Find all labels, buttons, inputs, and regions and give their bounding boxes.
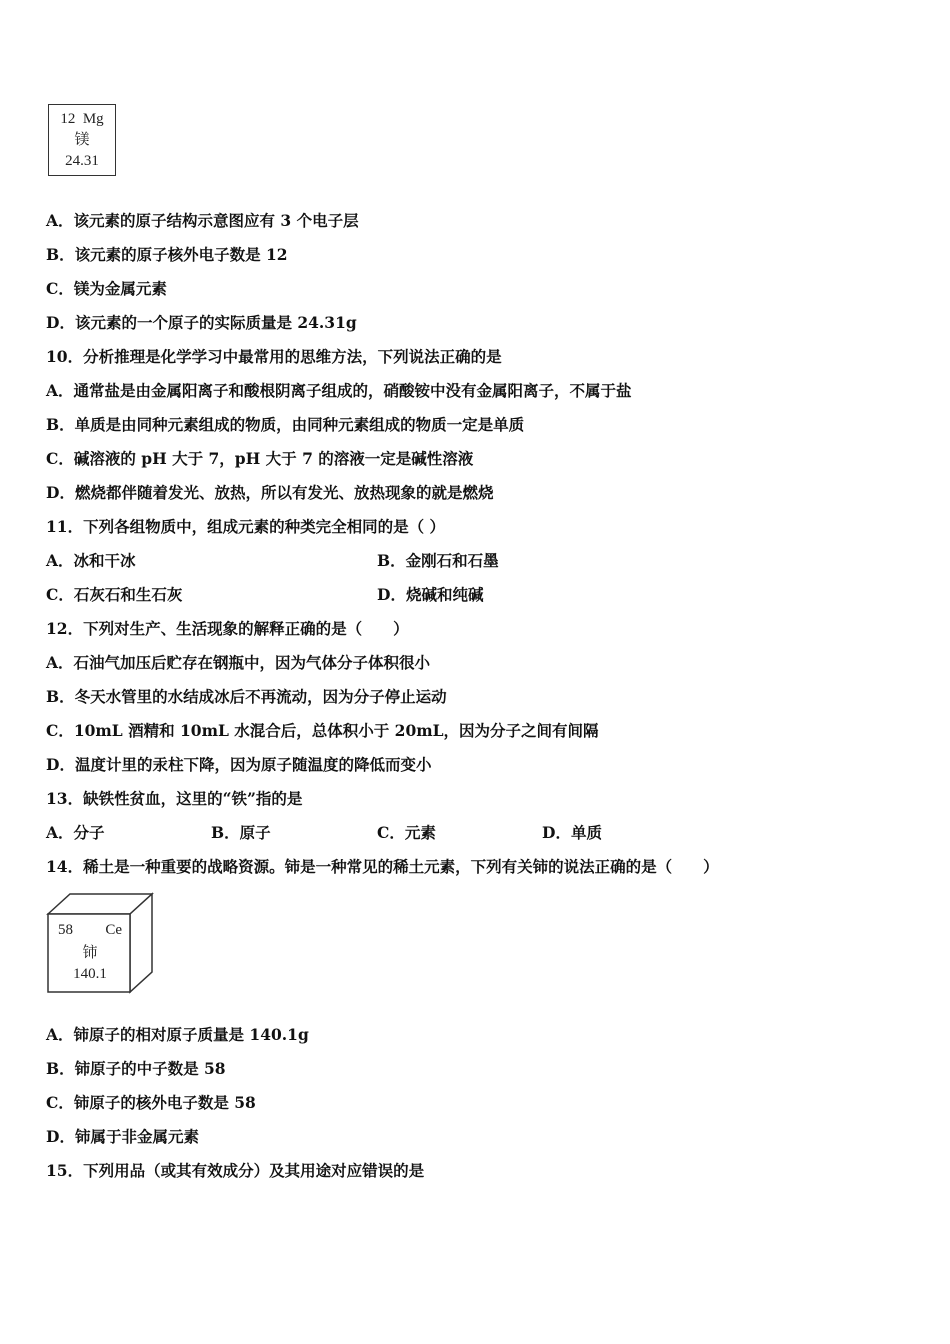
q11-option-a: A．冰和干冰 [46,551,136,570]
atomic-number: 12 [60,111,76,127]
q9-option-a: A．该元素的原子结构示意图应有 3 个电子层 [46,211,359,230]
q13-option-a: A．分子 [46,823,105,842]
q13-option-d: D．单质 [542,823,602,842]
q14-option-a: A．铈原子的相对原子质量是 140.1g [46,1025,309,1044]
q12-stem: 12．下列对生产、生活现象的解释正确的是（ ） [46,619,409,638]
atomic-mass: 140.1 [73,966,107,982]
element-symbol: Mg [82,111,104,127]
q13-option-b: B．原子 [211,823,271,842]
q12-option-c: C．10mL 酒精和 10mL 水混合后，总体积小于 20mL，因为分子之间有间隔 [46,721,599,740]
q11-option-d: D．烧碱和纯碱 [377,585,484,604]
q12-option-d: D．温度计里的汞柱下降，因为原子随温度的降低而变小 [46,755,432,774]
q14-stem: 14．稀土是一种重要的战略资源。铈是一种常见的稀土元素，下列有关铈的说法正确的是（ ） [46,857,719,876]
q12-option-b: B．冬天水管里的水结成冰后不再流动，因为分子停止运动 [46,687,447,706]
q11-option-c: C．石灰石和生石灰 [46,585,183,604]
q10-option-c: C．碱溶液的 pH 大于 7，pH 大于 7 的溶液一定是碱性溶液 [46,449,474,468]
q9-option-c: C．镁为金属元素 [46,279,167,298]
q13-stem: 13．缺铁性贫血，这里的“铁”指的是 [46,789,303,808]
cerium-element-card [46,892,154,994]
q10-option-b: B．单质是由同种元素组成的物质，由同种元素组成的物质一定是单质 [46,415,525,434]
q11-option-b: B．金刚石和石墨 [377,551,499,570]
q13-option-c: C．元素 [377,823,436,842]
q9-option-b: B．该元素的原子核外电子数是 12 [46,245,288,264]
q14-option-c: C．铈原子的核外电子数是 58 [46,1093,256,1112]
q10-stem: 10．分析推理是化学学习中最常用的思维方法，下列说法正确的是 [46,347,502,366]
q15-stem: 15．下列用品（或其有效成分）及其用途对应错误的是 [46,1161,425,1180]
q14-option-d: D．铈属于非金属元素 [46,1127,199,1146]
atomic-mass: 24.31 [65,153,99,169]
element-name: 铈 [82,945,98,961]
element-symbol: Ce [105,922,122,938]
element-name: 镁 [74,132,90,148]
q11-stem: 11．下列各组物质中，组成元素的种类完全相同的是（ ） [46,517,445,536]
q9-option-d: D．该元素的一个原子的实际质量是 24.31g [46,313,357,332]
q10-option-d: D．燃烧都伴随着发光、放热，所以有发光、放热现象的就是燃烧 [46,483,494,502]
q12-option-a: A．石油气加压后贮存在钢瓶中，因为气体分子体积很小 [46,653,431,672]
q14-option-b: B．铈原子的中子数是 58 [46,1059,226,1078]
atomic-number: 58 [58,922,73,938]
magnesium-element-card [48,104,116,176]
q10-option-a: A．通常盐是由金属阳离子和酸根阴离子组成的，硝酸铵中没有金属阳离子，不属于盐 [46,381,632,400]
